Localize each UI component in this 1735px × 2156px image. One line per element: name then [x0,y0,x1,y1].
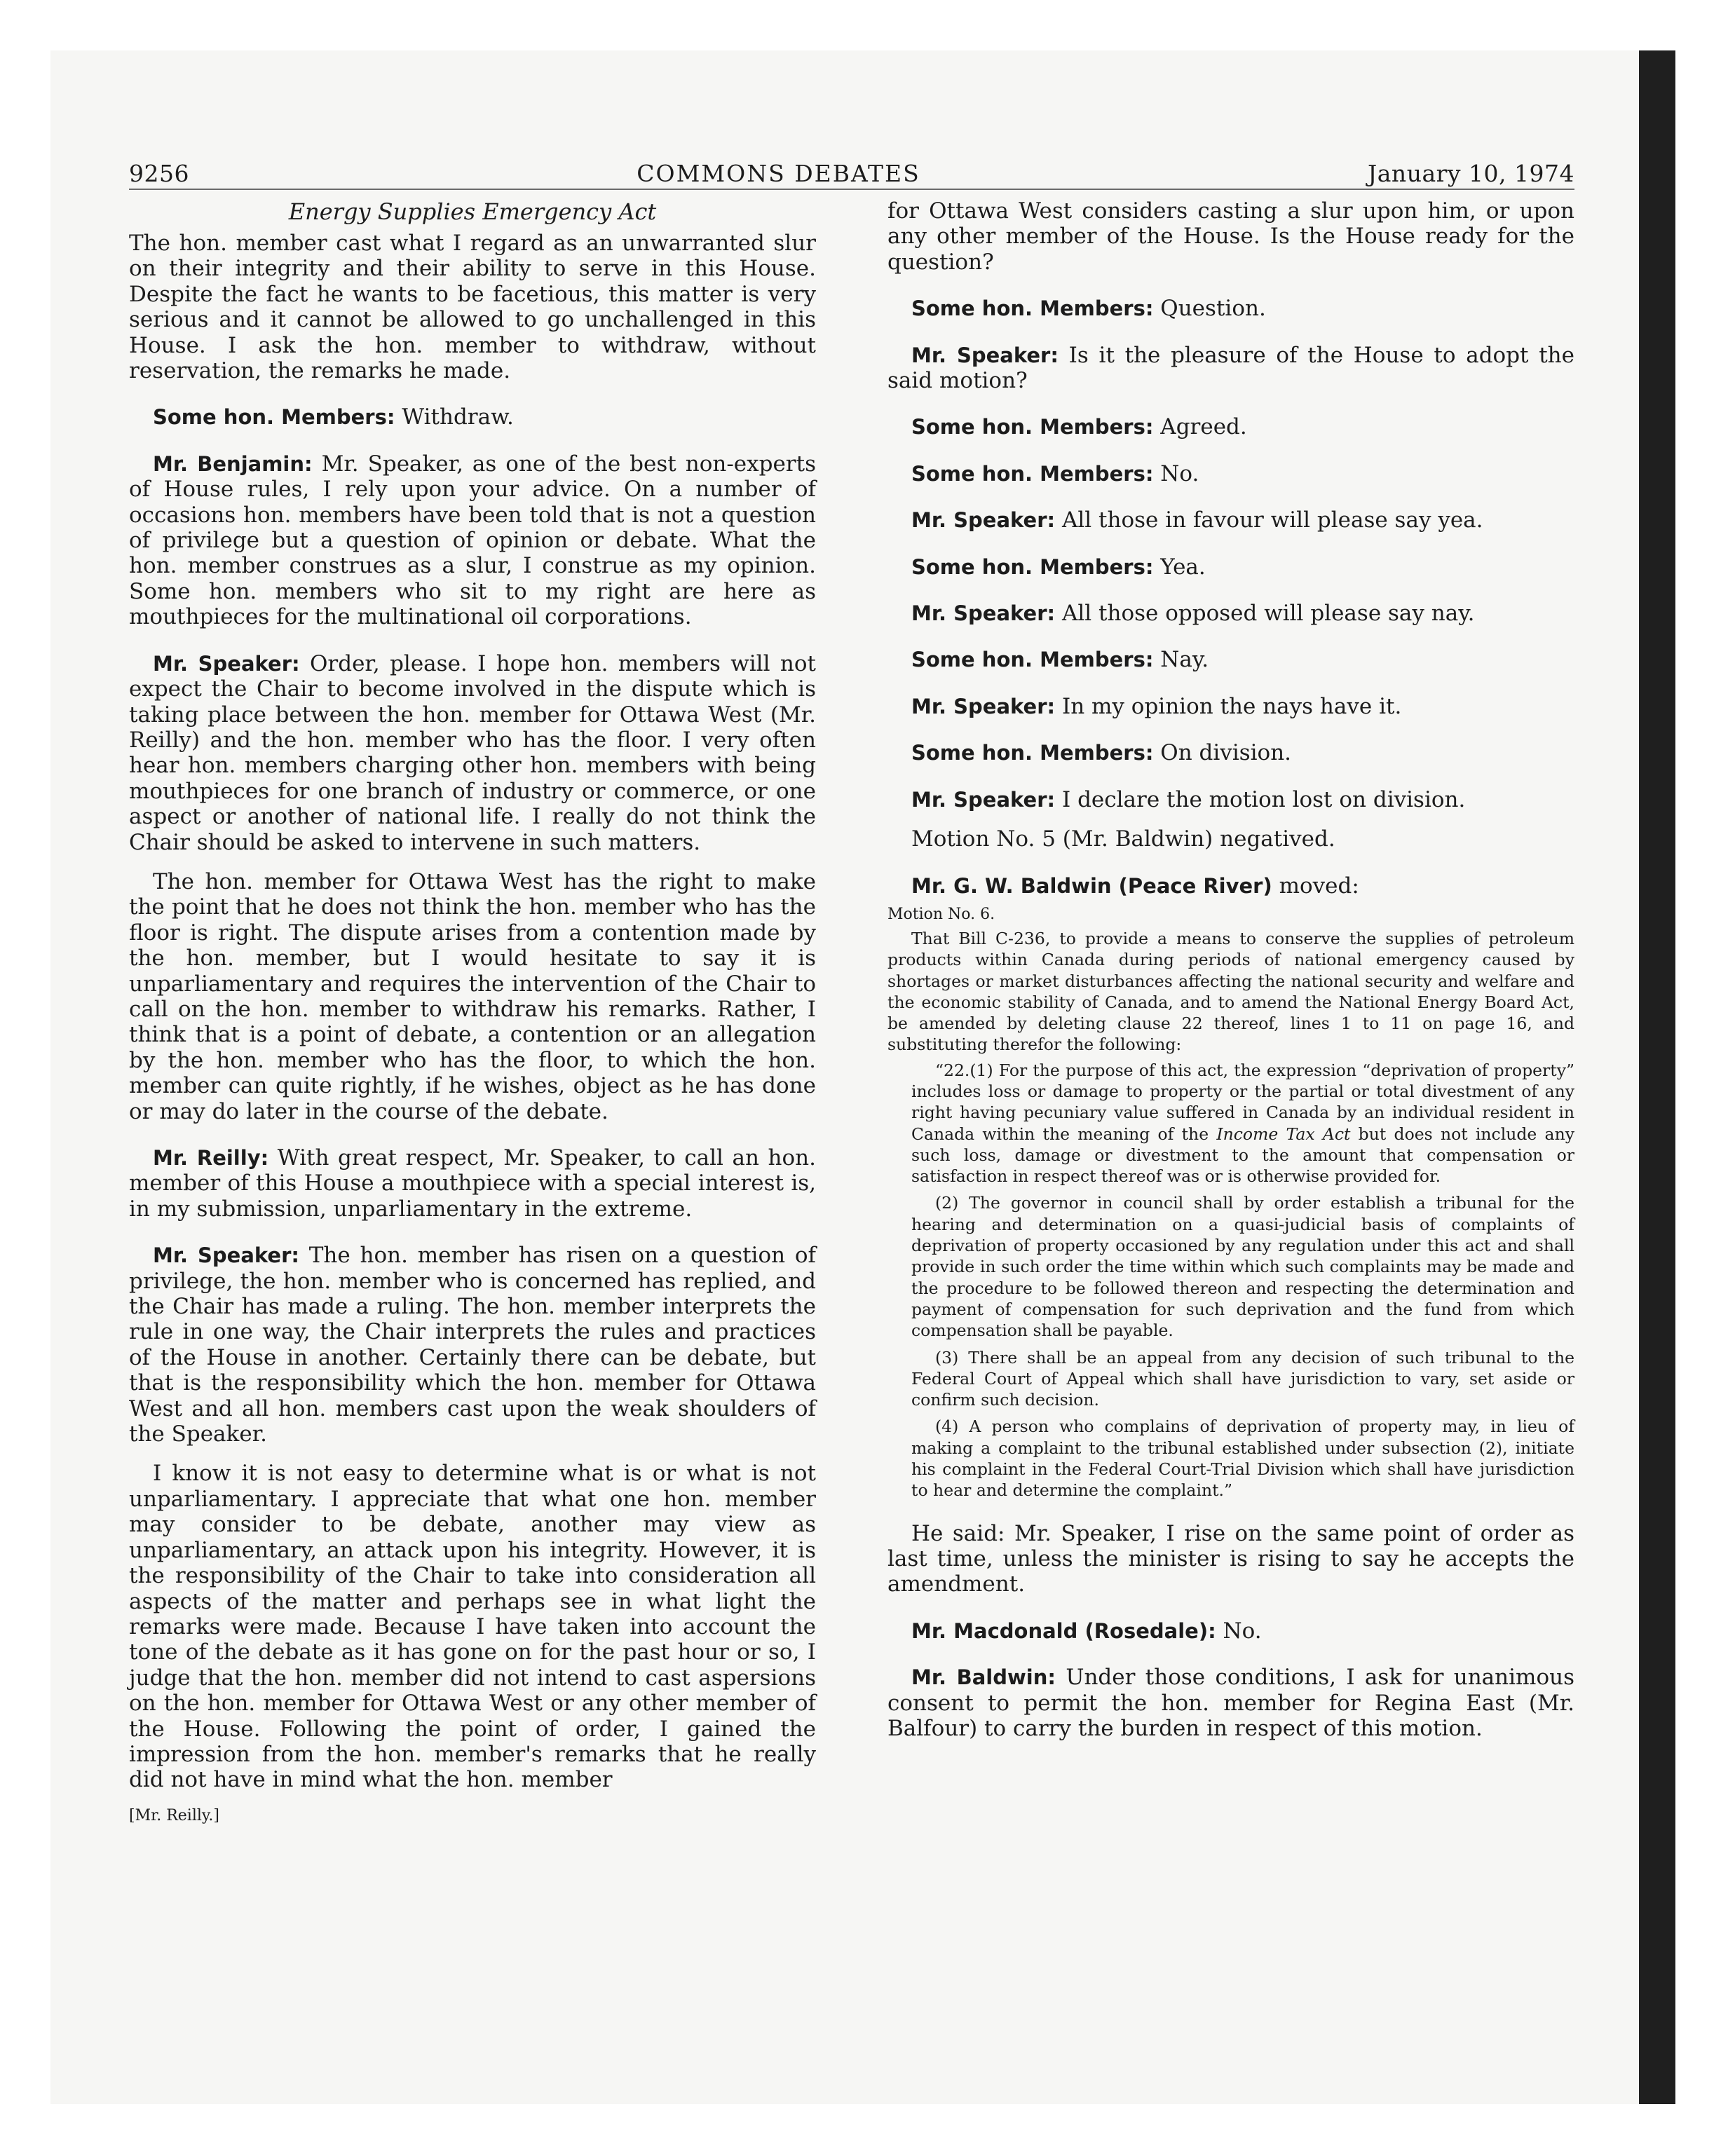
paragraph: for Ottawa West considers casting a slur upon him, or upon any other member of the House. Is the House ready for the question? [887,198,1574,275]
speech-entry [129,651,816,855]
page-number: 9256 [129,160,189,187]
speech-text: No. [1216,1618,1262,1644]
speech-text: All those opposed will please say nay. [1055,601,1475,627]
motion-result: Motion No. 5 (Mr. Baldwin) negatived. [911,826,1335,852]
speaker-name: Mr. Macdonald (Rosedale): [911,1618,1216,1643]
clause-text: but does not include any such loss, damage or divestment to the amount that compensation or satisfaction in respect thereof was or is otherwise provided for. [911,1124,1574,1187]
speaker-name: Some hon. Members: [911,554,1154,579]
quoted-clause [911,1060,1574,1187]
quoted-clause: (2) The governor in council shall by order establish a tribunal for the hearing and determination on a quasi-judicial basis of complaints of deprivation of property occasioned by any regulation under this act and shall provide in such order the time within which such complaints may be made and the procedure to be followed thereon and respecting the determination and payment of compensation for such deprivation and the fund from which compensation shall be payable. [911,1193,1574,1341]
speaker-name: Some hon. Members: [911,648,1154,672]
speech-text: I declare the motion lost on division. [1055,786,1466,812]
running-head: Energy Supplies Emergency Act [288,198,657,225]
speaker-name: Some hon. Members: [911,461,1154,486]
speech-text: Withdraw. [395,404,514,430]
speaker-name: Some hon. Members: [911,741,1154,765]
speech-text: Order, please. I hope hon. members will not expect the Chair to become involved in the dispute which is taking place between the hon. member for Ottawa West (Mr. Reilly) and the hon. member who has the floor. I very often hear hon. members charging other hon. members with being mouthpieces for one branch of industry or commerce, or one aspect or another of national life. I really do not think the Chair should be asked to intervene in such matters. [129,650,816,855]
speaker-name: Mr. Speaker: [911,343,1059,367]
publication-title: COMMONS DEBATES [637,160,920,187]
left-column [129,198,816,1827]
text-columns [129,198,1574,1827]
speech-entry [887,554,1574,580]
speaker-name: Some hon. Members: [153,405,395,430]
page-date: January 10, 1974 [1368,160,1574,187]
page-header [129,160,1574,190]
speech-text: All those in favour will please say yea. [1055,507,1483,533]
speech-entry [887,694,1574,719]
speech-entry [887,296,1574,321]
speaker-name: Mr. Baldwin: [911,1665,1056,1690]
speech-text: The hon. member has risen on a question of privilege, the hon. member who is concerned has replied, and the Chair has made a ruling. The hon. member interprets the rule in one way, the Chair interprets the rules and practices of the House in another. Certainly there can be debate, but that is the responsibility which the hon. member for Ottawa West and all hon. members cast upon the weak shoulders of the Speaker. [129,1243,816,1447]
speech-entry [129,1243,816,1447]
motion-text: That Bill C-236, to provide a means to conserve the supplies of petroleum products within Canada during periods of national emergency caused by shortages or market disturbances affecting the national security and welfare and the economic stability of Canada, and to amend the National Energy Board Act, be amended by deleting clause 22 thereof, lines 1 to 11 on page 16, and substituting therefor the following: [887,928,1574,1055]
speaker-name: Mr. Speaker: [911,508,1056,533]
speech-entry [887,1618,1574,1644]
quoted-clause: (3) There shall be an appeal from any decision of such tribunal to the Federal Court of Appeal which shall have jurisdiction to vary, set aside or confirm such decision. [911,1347,1574,1410]
speaker-name: Mr. Speaker: [911,787,1056,812]
speech-text: On division. [1153,740,1292,766]
speech-text: No. [1153,460,1199,486]
speech-entry [129,1145,816,1222]
speaker-footer-tag: [Mr. Reilly.] [129,1806,219,1824]
speech-entry [887,873,1574,899]
speech-entry [887,1665,1574,1741]
speech-entry [887,787,1574,812]
paragraph: I know it is not easy to determine what is or what is not unparliamentary. I appreciate that what one hon. member may consider to be debate, another may view as unparliamentary, an attack upon his integrity. However, it is the responsibility of the Chair to take into consideration all aspects of the matter and perhaps see in what light the remarks were made. Because I have taken into account the tone of the debate as it has gone on for the past hour or so, I judge that the hon. member did not intend to cast aspersions on the hon. member for Ottawa West or any other member of the House. Following the point of order, I gained the impression from the hon. member's remarks that he really did not have in mind what the hon. member [129,1461,816,1793]
speech-text: Nay. [1153,647,1209,673]
speaker-name: Mr. Reilly: [153,1146,269,1170]
speech-entry [887,461,1574,486]
speech-entry [887,414,1574,439]
paragraph: The hon. member for Ottawa West has the right to make the point that he does not think the hon. member who has the floor is right. The dispute arises from a contention made by the hon. member, but I would hesitate to say it is unparliamentary and requires the intervention of the Chair to call on the hon. member to withdraw his remarks. Rather, I think that is a point of debate, a contention or an allegation by the hon. member who has the floor, to which the hon. member can quite rightly, if he wishes, object as he has done or may do later in the course of the debate. [129,868,816,1124]
paragraph: He said: Mr. Speaker, I rise on the same point of order as last time, unless the minister is rising to say he accepts the amendment. [887,1520,1574,1597]
speaker-name: Mr. Speaker: [911,601,1056,626]
speech-text: Question. [1153,296,1266,322]
paragraph: The hon. member cast what I regard as an unwarranted slur on their integrity and their ability to serve in this House. Despite the fact he wants to be facetious, this matter is very serious and it cannot be allowed to go unchallenged in this House. I ask the hon. member to withdraw, without reservation, the remarks he made. [129,231,816,384]
speech-text: Under those conditions, I ask for unanimous consent to permit the hon. member for Regina East (Mr. Balfour) to carry the burden in respect of this motion. [887,1665,1574,1742]
speaker-name: Mr. Benjamin: [153,451,313,476]
speech-entry [887,647,1574,672]
speaker-name: Mr. Speaker: [153,651,300,676]
speech-text: Agreed. [1153,414,1247,440]
speaker-name: Mr. Speaker: [911,694,1056,718]
speech-entry [129,404,816,430]
act-title: Income Tax Act [1216,1124,1351,1144]
speech-text: Is it the pleasure of the House to adopt the said motion? [887,342,1574,394]
clause-text: “22.(1) For the purpose of this act, the expression “deprivation of property” includes loss or damage to property or the partial or total divestment of any right having pecuniary value suffered in Canada by an individual resident in Canada within the meaning of the [911,1060,1574,1144]
speaker-name: Some hon. Members: [911,296,1154,321]
speech-text: Yea. [1153,554,1206,580]
speaker-name: Mr. G. W. Baldwin (Peace River) [911,873,1272,898]
right-column [887,198,1574,1827]
speaker-name: Some hon. Members: [911,415,1154,439]
speech-entry [887,740,1574,765]
speech-text: Mr. Speaker, as one of the best non-experts of House rules, I rely upon your advice. On a number of occasions hon. members have been told that is not a question of privilege but a question of opinion or debate. What the hon. member construes as a slur, I construe as my opinion. Some hon. members who sit to my right are here as mouthpieces for the multinational oil corporations. [129,451,816,630]
speech-text: With great respect, Mr. Speaker, to call an hon. member of this House a mouthpiece with a special interest is, in my submission, unparliamentary in the extreme. [129,1145,817,1222]
motion-label: Motion No. 6. [887,905,995,923]
speech-text: moved: [1272,873,1359,899]
quoted-clause: (4) A person who complains of deprivation of property may, in lieu of making a complaint to the tribunal established under subsection (2), initiate his complaint in the Federal Court-Trial Division which shall have jurisdiction to hear and determine the complaint.” [911,1417,1574,1501]
hansard-page [129,160,1574,1827]
speech-text: In my opinion the nays have it. [1055,693,1402,719]
scan-edge-shadow [1639,50,1675,2104]
speech-entry [887,601,1574,626]
speech-entry [887,507,1574,533]
speech-entry [129,451,816,630]
speaker-name: Mr. Speaker: [153,1243,299,1268]
speech-entry [887,343,1574,394]
